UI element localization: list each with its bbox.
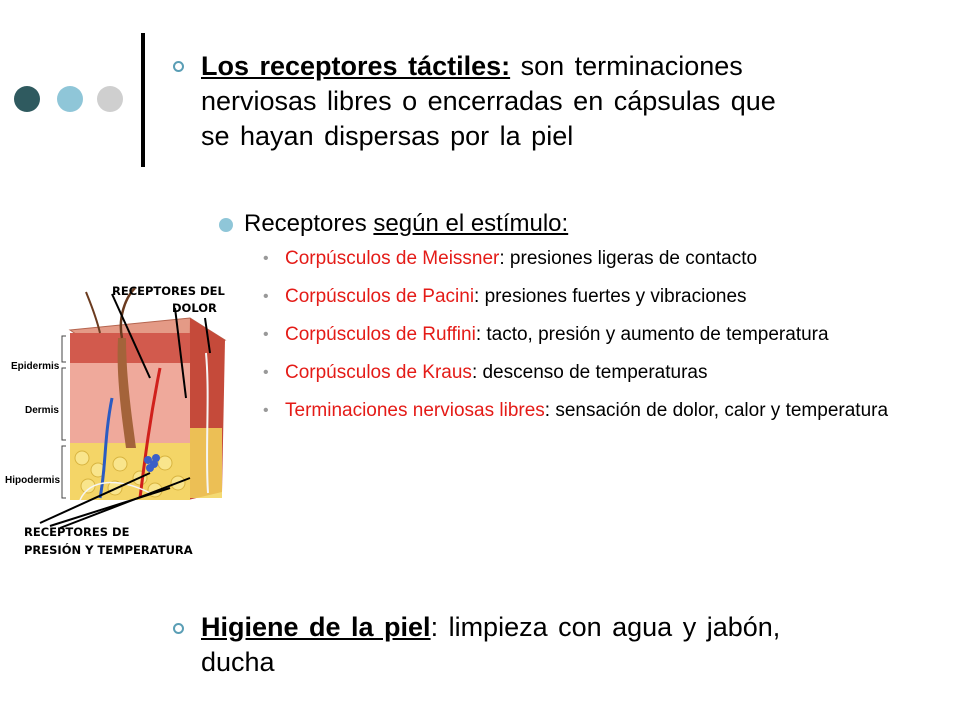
item-name: Corpúsculos de Ruffini xyxy=(285,324,476,345)
list-item xyxy=(263,362,903,384)
item-name: Corpúsculos de Kraus xyxy=(285,362,472,383)
list-item xyxy=(263,400,903,422)
list-item xyxy=(263,286,903,308)
point2-title: Higiene de la piel xyxy=(201,612,431,642)
label-pressure-1: RECEPTORES DE xyxy=(24,525,130,539)
bullet-dot-icon: • xyxy=(263,288,269,305)
bullet-ring-icon xyxy=(173,61,184,72)
item-desc: : presiones ligeras de contacto xyxy=(499,248,758,269)
skin-diagram xyxy=(0,278,245,568)
label-epidermis: Epidermis xyxy=(11,361,60,372)
hair-shaft-2 xyxy=(86,292,100,333)
item-desc: : descenso de temperaturas xyxy=(471,362,708,383)
point-receptores-tactiles xyxy=(201,49,901,154)
label-pressure-2: PRESIÓN Y TEMPERATURA xyxy=(24,543,193,557)
list-item xyxy=(263,248,903,270)
point-text-1: son terminaciones xyxy=(510,51,743,81)
label-hipodermis: Hipodermis xyxy=(5,475,61,486)
point-text-2: nerviosas libres o encerradas en cápsulas que xyxy=(201,86,776,116)
receptor-list xyxy=(263,248,903,438)
vertical-divider xyxy=(141,33,145,167)
item-name: Corpúsculos de Pacini xyxy=(285,286,475,307)
list-item xyxy=(263,324,903,346)
layer-brackets xyxy=(62,336,66,498)
dot-dark xyxy=(14,86,40,112)
item-desc: : sensación de dolor, calor y temperatura xyxy=(544,400,889,421)
point2-text-1: : limpieza con agua y jabón, xyxy=(430,612,781,642)
epidermis-layer xyxy=(70,333,190,363)
point2-text-2: ducha xyxy=(201,647,275,677)
point-title: Los receptores táctiles: xyxy=(201,51,511,81)
label-pain-1: RECEPTORES DEL xyxy=(112,284,225,298)
sub-heading-underlined: según el estímulo: xyxy=(373,210,569,237)
item-name: Terminaciones nerviosas libres xyxy=(285,400,545,421)
sub-heading xyxy=(244,209,568,239)
item-name: Corpúsculos de Meissner xyxy=(285,248,500,269)
item-desc: : presiones fuertes y vibraciones xyxy=(474,286,747,307)
bullet-dot-icon: • xyxy=(263,326,269,343)
item-desc: : tacto, presión y aumento de temperatura xyxy=(475,324,829,345)
bullet-dot-icon: • xyxy=(263,364,269,381)
point-higiene xyxy=(201,610,921,680)
dot-light xyxy=(97,86,123,112)
sub-bullet-icon xyxy=(219,218,233,232)
decorative-dots xyxy=(14,86,124,114)
point-text-3: se hayan dispersas por la piel xyxy=(201,121,574,151)
label-dermis: Dermis xyxy=(25,405,59,416)
bullet-ring-icon xyxy=(173,623,184,634)
label-pain-2: DOLOR xyxy=(172,301,217,315)
side-fat xyxy=(190,428,222,498)
dot-mid xyxy=(57,86,83,112)
sub-heading-plain: Receptores xyxy=(244,210,374,237)
bullet-dot-icon: • xyxy=(263,402,269,419)
bullet-dot-icon: • xyxy=(263,250,269,267)
